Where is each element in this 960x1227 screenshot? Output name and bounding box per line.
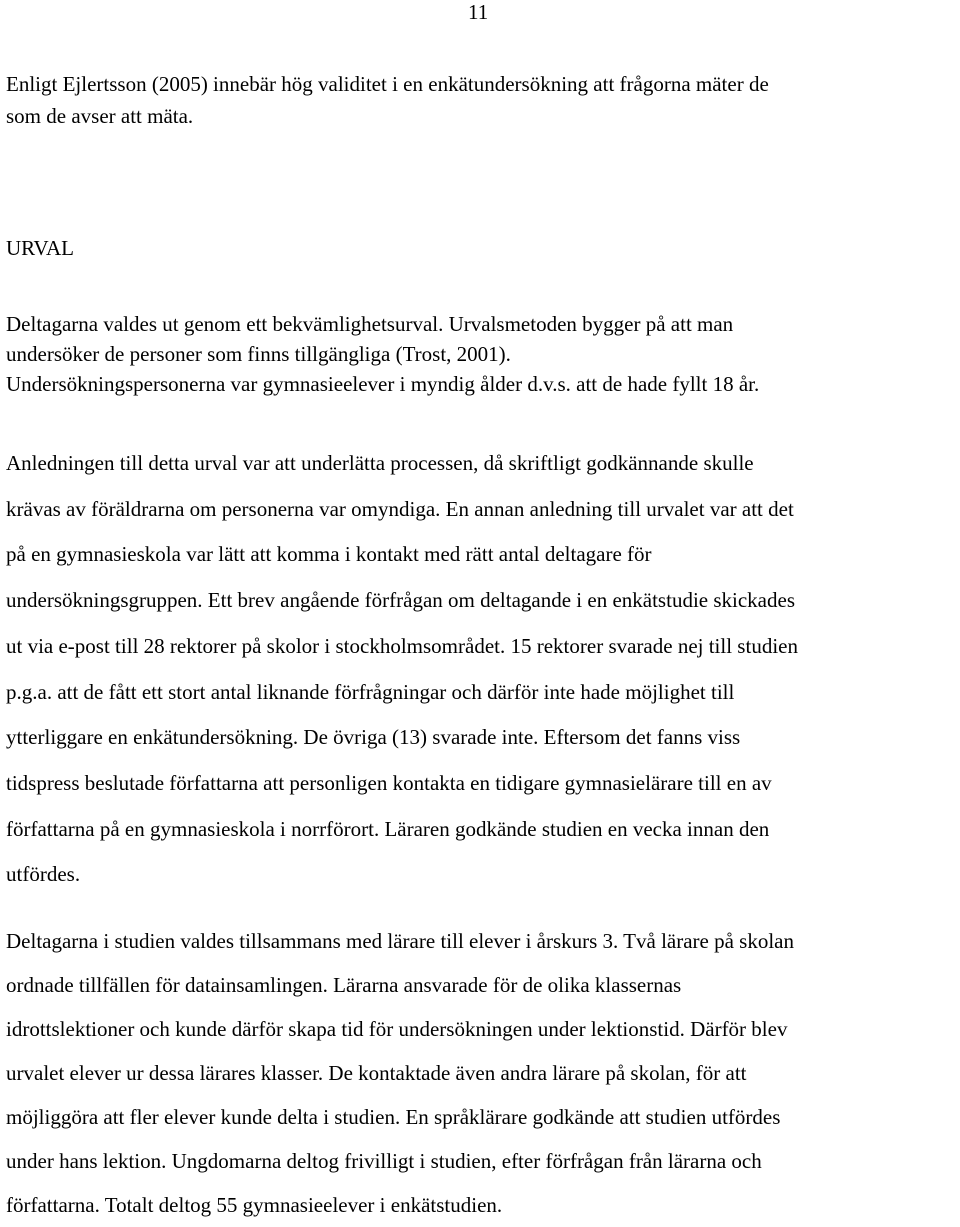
- text-line: undersökningsgruppen. Ett brev angående förfrågan om deltagande i en enkätstudie skickades: [6, 588, 795, 613]
- text-line: Deltagarna i studien valdes tillsammans med lärare till elever i årskurs 3. Två lärare på skolan: [6, 929, 795, 953]
- text-line: på en gymnasieskola var lätt att komma i kontakt med rätt antal deltagare för: [6, 542, 652, 567]
- text-line: Anledningen till detta urval var att underlätta processen, då skriftligt godkännande skulle: [6, 451, 754, 475]
- paragraph-selection: [6, 309, 956, 399]
- text-line: undersöker de personer som finns tillgängliga (Trost, 2001).: [6, 342, 511, 366]
- text-line: urvalet elever ur dessa lärares klasser. De kontaktade även andra lärare på skolan, för att: [6, 1061, 747, 1085]
- page-number: 11: [468, 0, 489, 24]
- paragraph-validity: [6, 68, 956, 132]
- text-line: utfördes.: [6, 862, 81, 887]
- section-heading: URVAL: [6, 236, 74, 260]
- text-line: tidspress beslutade författarna att personligen kontakta en tidigare gymnasielärare till en av: [6, 770, 772, 795]
- text-line: ordnade tillfällen för datainsamlingen. Lärarna ansvarade för de olika klassernas: [6, 973, 682, 997]
- text-line: idrottslektioner och kunde därför skapa tid för undersökningen under lektionstid. Därför blev: [6, 1017, 788, 1041]
- text-line: Deltagarna valdes ut genom ett bekvämlighetsurval. Urvalsmetoden bygger på att man: [6, 312, 734, 336]
- text-line: under hans lektion. Ungdomarna deltog frivilligt i studien, efter förfrågan från lärarna och: [6, 1149, 762, 1173]
- text-line: ut via e-post till 28 rektorer på skolor i stockholmsområdet. 15 rektorer svarade nej till studien: [6, 633, 798, 658]
- text-line: möjliggöra att fler elever kunde delta i studien. En språklärare godkände att studien utfördes: [6, 1105, 781, 1129]
- text-line: Undersökningspersonerna var gymnasieelever i myndig ålder d.v.s. att de hade fyllt 18 år.: [6, 372, 760, 396]
- text-line: som de avser att mäta.: [6, 104, 194, 128]
- text-line: ytterliggare en enkätundersökning. De övriga (13) svarade inte. Eftersom det fanns viss: [6, 725, 741, 750]
- text-line: författarna. Totalt deltog 55 gymnasieelever i enkätstudien.: [6, 1193, 503, 1217]
- paragraph-reason: [6, 441, 956, 898]
- paragraph-participants: [6, 919, 956, 1227]
- text-line: krävas av föräldrarna om personerna var omyndiga. En annan anledning till urvalet var att det: [6, 496, 794, 521]
- text-line: Enligt Ejlertsson (2005) innebär hög validitet i en enkätundersökning att frågorna mäter de: [6, 72, 769, 96]
- text-line: p.g.a. att de fått ett stort antal liknande förfrågningar och därför inte hade möjlighet till: [6, 679, 735, 704]
- text-line: författarna på en gymnasieskola i norrförort. Läraren godkände studien en vecka innan den: [6, 816, 770, 841]
